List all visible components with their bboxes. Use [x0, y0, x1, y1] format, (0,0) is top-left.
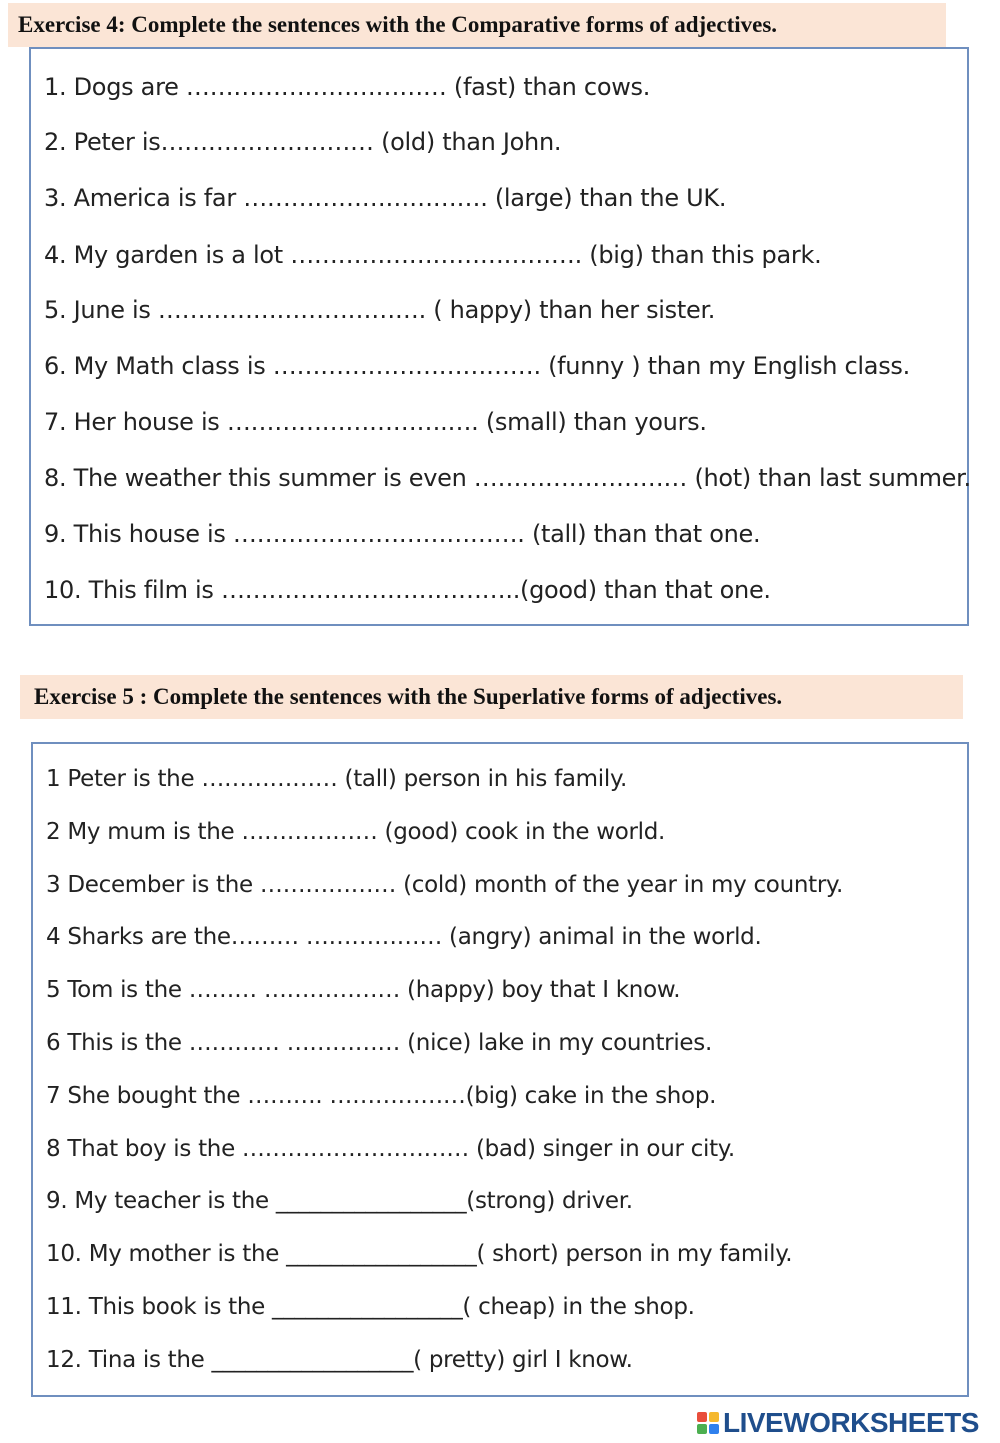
- exercise-4-item-6: 6. My Math class is ……………………………. (funny ) than my English class.: [44, 352, 910, 380]
- exercise-4-item-1: 1. Dogs are …………………………… (fast) than cows.: [44, 73, 651, 101]
- liveworksheets-logo-text: LIVEWORKSHEETS: [723, 1407, 979, 1438]
- exercise-4-title: Exercise 4: Complete the sentences with the Comparative forms of adjectives.: [8, 3, 946, 47]
- exercise-5-item-2: 2 My mum is the ……………… (good) cook in the world.: [46, 819, 666, 845]
- exercise-5-title: Exercise 5 : Complete the sentences with the Superlative forms of adjectives.: [20, 675, 963, 719]
- liveworksheets-logo-icon: [697, 1412, 719, 1434]
- exercise-4-item-3: 3. America is far …………………………. (large) than the UK.: [44, 184, 727, 212]
- exercise-5-item-8: 8 That boy is the ………………………… (bad) singer in our city.: [46, 1136, 735, 1162]
- exercise-4-item-9: 9. This house is ………………………………. (tall) than that one.: [44, 520, 761, 548]
- exercise-5-item-4: 4 Sharks are the……… ……………… (angry) animal in the world.: [46, 924, 762, 950]
- exercise-4-box: [29, 47, 969, 626]
- logo-square-2: [709, 1412, 719, 1422]
- exercise-4-item-5: 5. June is ……………………………. ( happy) than her sister.: [44, 296, 716, 324]
- exercise-5-item-3: 3 December is the ……………… (cold) month of the year in my country.: [46, 872, 844, 898]
- logo-square-3: [697, 1424, 707, 1434]
- exercise-5-box: [31, 742, 969, 1397]
- logo-square-4: [709, 1424, 719, 1434]
- exercise-4-item-8: 8. The weather this summer is even ……………………… (hot) than last summer.: [44, 464, 971, 492]
- exercise-5-item-1: 1 Peter is the ……………… (tall) person in his family.: [46, 766, 627, 792]
- exercise-5-item-9: 9. My teacher is the _________________(strong) driver.: [46, 1188, 633, 1214]
- exercise-5-item-11: 11. This book is the _________________( cheap) in the shop.: [46, 1294, 695, 1320]
- exercise-4-item-10: 10. This film is ………………………………..(good) than that one.: [44, 576, 771, 604]
- logo-square-1: [697, 1412, 707, 1422]
- liveworksheets-logo: [697, 1406, 979, 1440]
- exercise-5-item-7: 7 She bought the ………. ………………(big) cake in the shop.: [46, 1083, 717, 1109]
- exercise-5-item-12: 12. Tina is the __________________( pretty) girl I know.: [46, 1347, 633, 1373]
- exercise-5-item-5: 5 Tom is the ……… ……………… (happy) boy that I know.: [46, 977, 681, 1003]
- exercise-5-item-6: 6 This is the ………… …………… (nice) lake in my countries.: [46, 1030, 712, 1056]
- exercise-4-item-4: 4. My garden is a lot ………………………………. (big) than this park.: [44, 241, 822, 269]
- exercise-5-item-10: 10. My mother is the _________________( short) person in my family.: [46, 1241, 793, 1267]
- exercise-4-item-7: 7. Her house is ……………………….…. (small) than yours.: [44, 408, 707, 436]
- exercise-4-item-2: 2. Peter is……………………… (old) than John.: [44, 128, 562, 156]
